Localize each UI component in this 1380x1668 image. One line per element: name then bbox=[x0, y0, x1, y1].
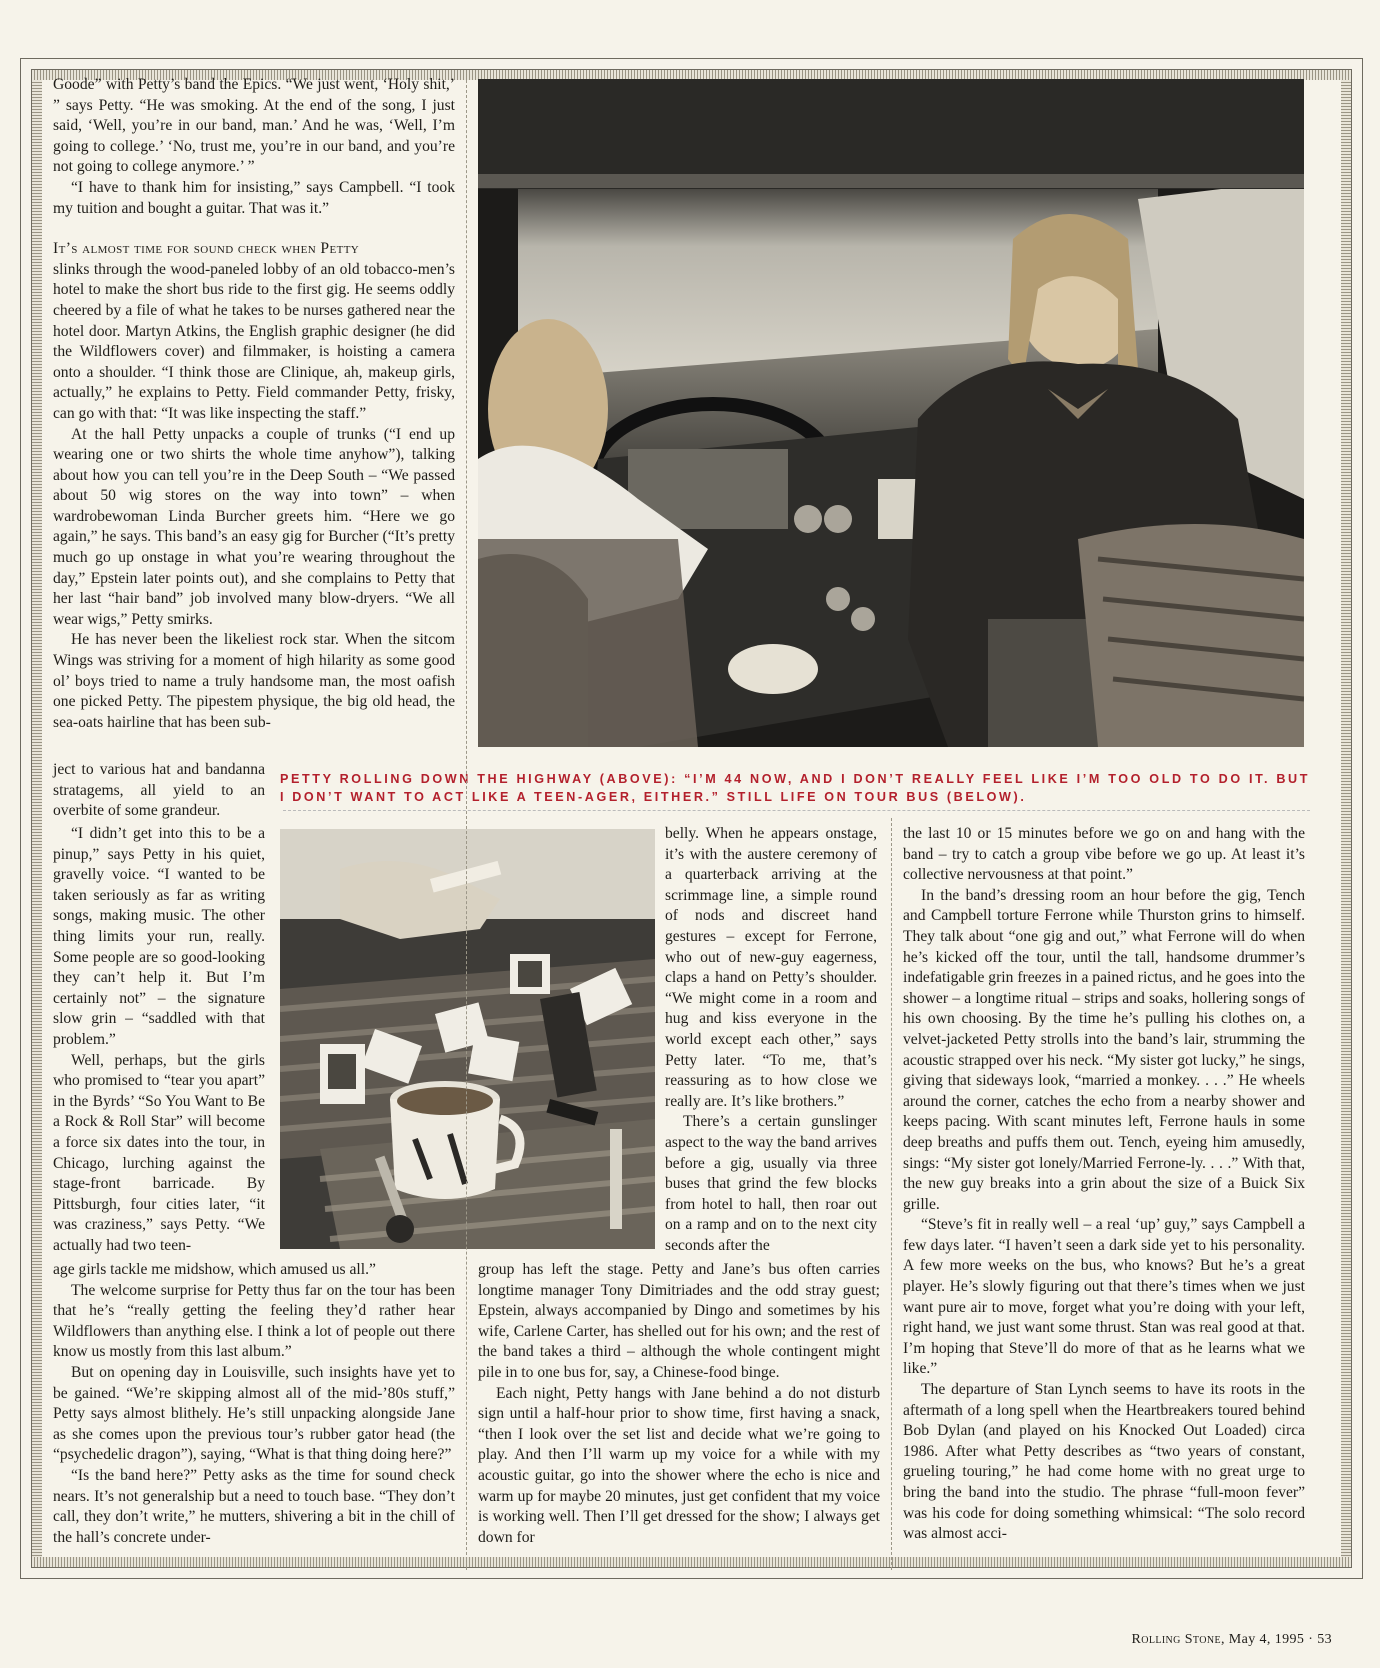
article-paragraph: He has never been the likeliest rock star. When the sitcom Wings was striving for a moment of high hilarity as some good ol’ boys tried to name a truly handsome man, the most oafish one picked Petty. The pipestem physique, the big old head, the sea-oats hairline that has been sub- bbox=[53, 631, 455, 731]
article-paragraph: “I have to thank him for insisting,” says Campbell. “I took my tuition and bought a guitar. That was it.” bbox=[53, 178, 455, 217]
article-paragraph: Each night, Petty hangs with Jane behind a do not disturb sign until a half-hour prior to show time, first having a snack, “then I look over the set list and decide what we’re going to play. And then I’ll warm up my voice for a while with my acoustic guitar, go into the shower where the echo is nice and warm up for maybe 20 minutes, just get confident that my voice is working well. Then I’ll get dressed for the show; I always get down for bbox=[478, 1384, 880, 1546]
article-paragraph: “Is the band here?” Petty asks as the time for sound check nears. It’s not generalship but a need to touch base. “They don’t call, they don’t write,” he mutters, shivering a bit in the chill of the hall’s concrete under- bbox=[53, 1466, 455, 1546]
article-paragraph: There’s a certain gunslinger aspect to the way the band arrives before a gig, usually via three buses that grind the few blocks from hotel to hall, then roar out on a ramp and on to the next city seconds after the bbox=[665, 1113, 877, 1254]
article-column-3 bbox=[903, 824, 1305, 1545]
article-column-1-narrow-a bbox=[53, 760, 265, 822]
photo-petty-on-bus bbox=[478, 79, 1304, 747]
article-paragraph: But on opening day in Louisville, such insights have yet to be gained. “We’re skipping almost all of the mid-’80s stuff,” Petty says almost blithely. He’s still unpacking alongside Jane as she comes upon the previous tour’s rubber gator head (the “psychedelic dragon”), saying, “What is that thing doing here?” bbox=[53, 1363, 455, 1464]
article-column-2-bottom bbox=[478, 1260, 880, 1548]
article-column-1-top bbox=[53, 75, 455, 733]
article-column-1-narrow-b bbox=[53, 824, 265, 1256]
issue-date-page: , May 4, 1995 · 53 bbox=[1220, 1632, 1332, 1647]
article-paragraph: The welcome surprise for Petty thus far on the tour has been that he’s “really getting the feeling they’d rather hear Wildflowers than anything else. I think a lot of people out there know us mostly from this last album.” bbox=[53, 1281, 455, 1361]
article-paragraph: group has left the stage. Petty and Jane’s bus often carries longtime manager Tony Dimitriades and the odd stray guest; Epstein, always accompanied by Dingo and sometimes by his wife, Carlene Carter, has shelled out for his own; and the rest of the band takes a third – although the whole contingent might pile in to one bus for, say, a Chinese-food binge. bbox=[478, 1261, 880, 1381]
article-paragraph: At the hall Petty unpacks a couple of trunks (“I end up wearing one or two shirts the whole time anyhow”), talking about how you can tell you’re in the Deep South – “We passed about 50 wig stores on the way into town” – when wardrobewoman Linda Burcher greets him. “Here we go again,” he says. This band’s an easy gig for Burcher (“It’s pretty much go up onstage in what you’re wearing throughout the day,” Epstein later points out), and she complains to Petty that her last “hair band” job involved many blow-dryers. “We all wear wigs,” Petty smirks. bbox=[53, 425, 455, 628]
article-paragraph: The departure of Stan Lynch seems to have its roots in the aftermath of a long spell when the Heartbreakers toured behind Bob Dylan (and played on his Knocked Out Loaded) circa 1986. After what Petty describes as “two years of constant, grueling touring,” he had come home with no great urge to bring the band into the studio. The phrase “full-moon fever” was his code for doing something whimsical: “The solo record was almost acci- bbox=[903, 1381, 1305, 1543]
article-paragraph: belly. When he appears onstage, it’s with the austere ceremony of a quarterback arriving at the scrimmage line, a simple round of nods and discreet hand gestures – except for Ferrone, who out of new-guy eagerness, claps a hand on Petty’s shoulder. “We might come in a room and hug and kiss everyone in the world except each other,” says Petty later. “To me, that’s reassuring as to how close we really are. It’s like brothers.” bbox=[665, 825, 877, 1110]
section-lead bbox=[53, 239, 455, 260]
article-paragraph: “I didn’t get into this to be a pinup,” says Petty in his quiet, gravelly voice. “I wanted to be taken seriously as far as writing songs, making music. The other thing limits your run, really. Some people are so good-looking they can’t help it. But I’m certainly not” – the signature slow grin – “saddled with that problem.” bbox=[53, 825, 265, 1048]
photo-still-life-cards bbox=[280, 829, 655, 1249]
article-paragraph: ject to various hat and bandanna stratagems, all yield to an overbite of some grandeur. bbox=[53, 761, 265, 820]
article-column-1-bottom bbox=[53, 1260, 455, 1548]
article-paragraph: In the band’s dressing room an hour before the gig, Tench and Campbell torture Ferrone while Thurston grins to himself. They talk about “one gig and out,” what Ferrone will do when he’s kicked off the tour, until the tall, handsome drummer’s indefatigable grin freezes in a pained rictus, and he goes into the shower – a longtime ritual – strips and soaks, hollering songs of his own choosing. By the time he’s pulling his clothes on, a velvet-jacketed Petty strolls into the band’s lair, strumming the acoustic strapped over his neck. “My sister got lucky,” he sings, giving that sideways look, “married a monkey. . . .” He wheels around the corner, catches the echo from a nearby shower and keeps pacing. With scant minutes left, Ferrone hauls in some deep breaths and puffs them out. Tench, eyeing him amusedly, sings: “My sister got lonely/Married Ferrone-ly. . . .” With that, the new guy breaks into a grin about the size of a Buick Six grille. bbox=[903, 886, 1305, 1213]
article-paragraph: the last 10 or 15 minutes before we go on and hang with the band – try to catch a group vibe before we go up. At least it’s collective nervousness at that point.” bbox=[903, 825, 1305, 884]
column-rule bbox=[891, 818, 892, 1570]
photo-caption: PETTY ROLLING DOWN THE HIGHWAY (ABOVE): “I’M 44 NOW, AND I DON’T REALLY FEEL LIKE I’M TOO OLD TO DO IT. BUT I DON’T WANT TO ACT LIKE A TEEN-AGER, EITHER.” STILL LIFE ON TOUR BUS (BELOW). bbox=[280, 772, 1310, 804]
caption-rule bbox=[283, 810, 1310, 811]
article-column-2-narrow bbox=[665, 824, 877, 1256]
column-rule bbox=[466, 80, 467, 1570]
section-lead-smallcaps: It’s almost time for sound check when Petty bbox=[53, 240, 360, 258]
article-paragraph: “Steve’s fit in really well – a real ‘up’ guy,” says Campbell a few days later. “I haven’t seen a dark side yet to his personality. A few more weeks on the bus, who knows? But he’s a great player. He’s slowly figuring out that there’s times when we just want pure air to move, forget what you’re doing with your left, right hand, we just want some thrust. Stan was real good at that. I’m hoping that Steve’ll do more of that as he learns what we like.” bbox=[903, 1216, 1305, 1378]
article-paragraph: age girls tackle me midshow, which amused us all.” bbox=[53, 1261, 376, 1278]
magazine-name: Rolling Stone bbox=[1131, 1632, 1221, 1647]
article-paragraph: Goode” with Petty’s band the Epics. “We just went, ‘Holy shit,’ ” says Petty. “He was smoking. At the end of the song, I just said, ‘Well, you’re in our band, man.’ And he was, ‘Well, I’m going to college.’ ‘No, trust me, you’re in our band, and you’re not going to college anymore.’ ” bbox=[53, 76, 455, 176]
page-footer bbox=[1131, 1632, 1332, 1648]
article-paragraph: slinks through the wood-paneled lobby of an old tobacco-men’s hotel to make the short bus ride to the first gig. He seems oddly cheered by a file of what he takes to be nurses gathered near the hotel door. Martyn Atkins, the English graphic designer (he did the Wildflowers cover) and filmmaker, is hoisting a camera onto a shoulder. “I think those are Clinique, ah, makeup girls, actually,” he explains to Petty. Field commander Petty, frisky, can go with that: “It was like inspecting the staff.” bbox=[53, 260, 455, 422]
article-paragraph: Well, perhaps, but the girls who promised to “tear you apart” in the Byrds’ “So You Want to Be a Rock & Roll Star” will become a force six dates into the tour, in Chicago, lurching against the stage-front barricade. By Pittsburgh, four cities later, “it was craziness,” says Petty. “We actually had two teen- bbox=[53, 1051, 265, 1254]
